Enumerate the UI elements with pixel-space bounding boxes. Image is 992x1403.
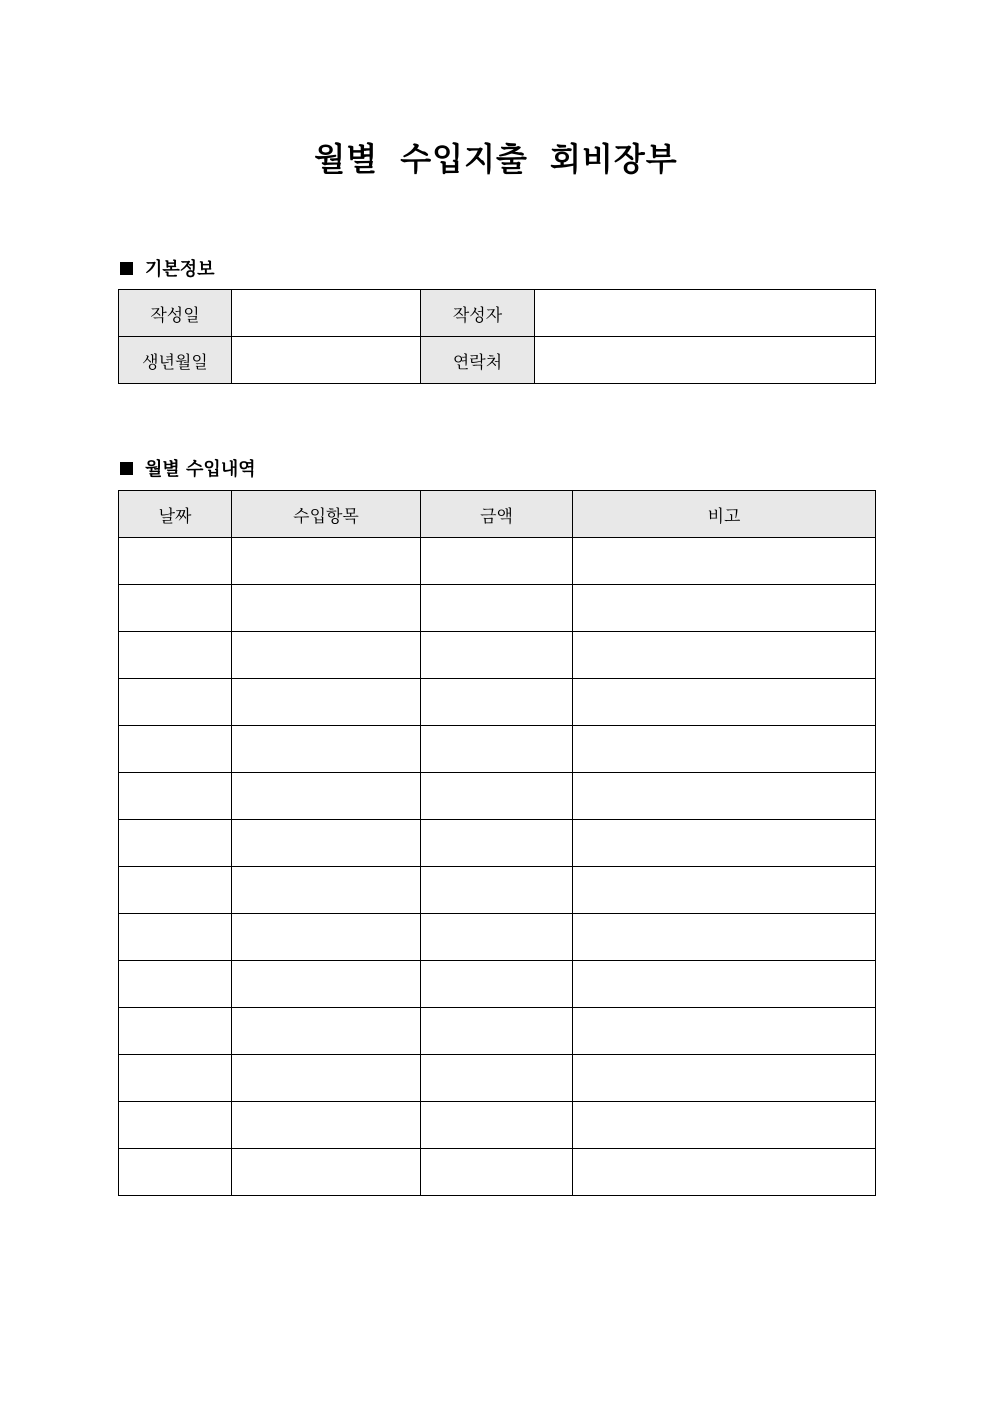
column-header-amount: 금액	[421, 491, 573, 538]
amount-cell[interactable]	[421, 1055, 573, 1102]
income-item-cell[interactable]	[232, 773, 421, 820]
amount-cell[interactable]	[421, 585, 573, 632]
basic-info-table	[118, 289, 876, 384]
date-cell[interactable]	[119, 820, 232, 867]
note-cell[interactable]	[573, 585, 876, 632]
author-label: 작성자	[421, 290, 535, 337]
income-item-cell[interactable]	[232, 961, 421, 1008]
income-item-cell[interactable]	[232, 820, 421, 867]
table-row	[119, 773, 876, 820]
table-row	[119, 585, 876, 632]
amount-cell[interactable]	[421, 1149, 573, 1196]
basic-info-heading	[120, 255, 215, 281]
square-bullet-icon	[120, 462, 133, 475]
table-row	[119, 726, 876, 773]
income-item-cell[interactable]	[232, 679, 421, 726]
amount-cell[interactable]	[421, 726, 573, 773]
square-bullet-icon	[120, 262, 133, 275]
note-cell[interactable]	[573, 773, 876, 820]
date-cell[interactable]	[119, 1055, 232, 1102]
table-row	[119, 914, 876, 961]
table-row	[119, 961, 876, 1008]
amount-cell[interactable]	[421, 679, 573, 726]
date-cell[interactable]	[119, 961, 232, 1008]
monthly-income-table	[118, 490, 876, 1196]
date-cell[interactable]	[119, 1149, 232, 1196]
contact-field[interactable]	[535, 337, 876, 384]
monthly-income-heading	[120, 455, 256, 481]
date-written-field[interactable]	[232, 290, 421, 337]
date-cell[interactable]	[119, 538, 232, 585]
birth-date-field[interactable]	[232, 337, 421, 384]
table-row	[119, 867, 876, 914]
table-row	[119, 1102, 876, 1149]
column-header-note: 비고	[573, 491, 876, 538]
amount-cell[interactable]	[421, 914, 573, 961]
note-cell[interactable]	[573, 961, 876, 1008]
table-row	[119, 538, 876, 585]
date-cell[interactable]	[119, 773, 232, 820]
amount-cell[interactable]	[421, 1008, 573, 1055]
table-row	[119, 290, 876, 337]
date-cell[interactable]	[119, 726, 232, 773]
income-item-cell[interactable]	[232, 1008, 421, 1055]
note-cell[interactable]	[573, 1055, 876, 1102]
table-row	[119, 337, 876, 384]
column-header-income-item: 수입항목	[232, 491, 421, 538]
income-item-cell[interactable]	[232, 867, 421, 914]
amount-cell[interactable]	[421, 867, 573, 914]
date-cell[interactable]	[119, 1008, 232, 1055]
note-cell[interactable]	[573, 632, 876, 679]
income-item-cell[interactable]	[232, 726, 421, 773]
note-cell[interactable]	[573, 679, 876, 726]
date-written-label: 작성일	[119, 290, 232, 337]
note-cell[interactable]	[573, 1149, 876, 1196]
income-item-cell[interactable]	[232, 538, 421, 585]
income-item-cell[interactable]	[232, 1149, 421, 1196]
note-cell[interactable]	[573, 867, 876, 914]
date-cell[interactable]	[119, 585, 232, 632]
income-item-cell[interactable]	[232, 914, 421, 961]
table-row	[119, 820, 876, 867]
table-row	[119, 1149, 876, 1196]
income-item-cell[interactable]	[232, 585, 421, 632]
amount-cell[interactable]	[421, 820, 573, 867]
author-field[interactable]	[535, 290, 876, 337]
amount-cell[interactable]	[421, 1102, 573, 1149]
table-row	[119, 679, 876, 726]
note-cell[interactable]	[573, 1102, 876, 1149]
page-title: 월별 수입지출 회비장부	[314, 140, 678, 178]
note-cell[interactable]	[573, 820, 876, 867]
table-row	[119, 1055, 876, 1102]
date-cell[interactable]	[119, 632, 232, 679]
date-cell[interactable]	[119, 679, 232, 726]
income-item-cell[interactable]	[232, 1102, 421, 1149]
monthly-income-heading-label: 월별 수입내역	[145, 459, 256, 480]
amount-cell[interactable]	[421, 632, 573, 679]
note-cell[interactable]	[573, 914, 876, 961]
table-row	[119, 632, 876, 679]
column-header-date: 날짜	[119, 491, 232, 538]
note-cell[interactable]	[573, 1008, 876, 1055]
table-row	[119, 1008, 876, 1055]
table-header-row	[119, 491, 876, 538]
contact-label: 연락처	[421, 337, 535, 384]
note-cell[interactable]	[573, 538, 876, 585]
date-cell[interactable]	[119, 914, 232, 961]
basic-info-heading-label: 기본정보	[145, 259, 215, 280]
amount-cell[interactable]	[421, 961, 573, 1008]
birth-date-label: 생년월일	[119, 337, 232, 384]
amount-cell[interactable]	[421, 538, 573, 585]
income-item-cell[interactable]	[232, 632, 421, 679]
income-item-cell[interactable]	[232, 1055, 421, 1102]
date-cell[interactable]	[119, 867, 232, 914]
amount-cell[interactable]	[421, 773, 573, 820]
date-cell[interactable]	[119, 1102, 232, 1149]
note-cell[interactable]	[573, 726, 876, 773]
